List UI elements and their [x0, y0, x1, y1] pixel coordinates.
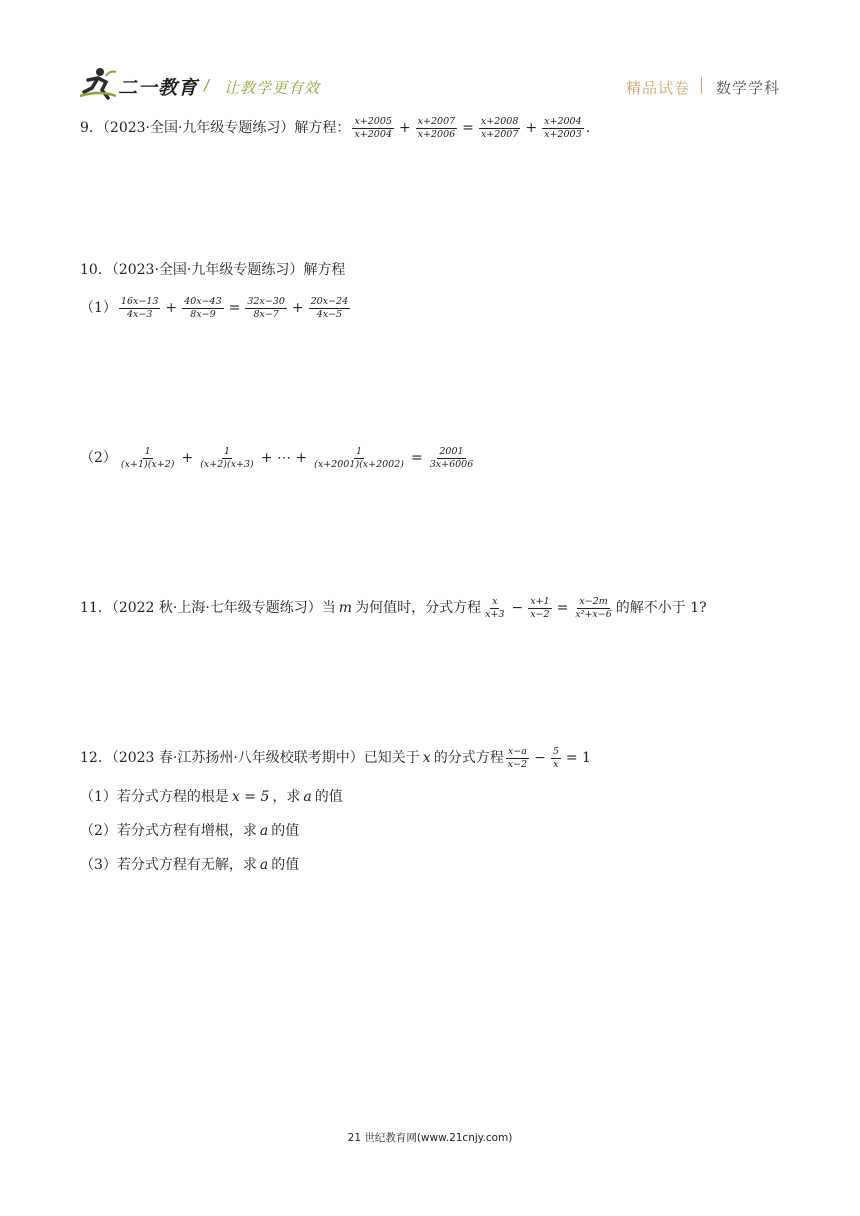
q11-frac-3-den: x²+x−6	[575, 609, 612, 620]
q10-p2-fraction-1	[119, 446, 177, 470]
question-11	[80, 596, 707, 620]
q10-p1-fraction-1	[119, 296, 161, 320]
q9-fraction-1	[352, 116, 394, 140]
q9-op-2: +	[525, 120, 538, 136]
q11-fraction-2	[528, 596, 551, 620]
q12-s1-expr: x = 5	[231, 789, 270, 805]
q10-p1-frac-3-den: 8x−7	[253, 309, 279, 320]
page-footer: 21 世纪教育网(www.21cnjy.com)	[347, 1132, 513, 1144]
q11-prefix: 11．（2022 秋·上海·七年级专题练习）当	[80, 600, 336, 616]
q9-frac-3-den: x+2007	[480, 129, 519, 140]
q9-frac-4-num: x+2004	[544, 116, 582, 127]
q12-variable: x	[422, 750, 431, 766]
question-9	[80, 116, 590, 140]
q10-p2-fraction-2	[198, 446, 256, 470]
page-header	[0, 0, 860, 110]
q9-prefix: 9．（2023·全国·九年级专题练习）解方程：	[80, 120, 351, 136]
q10-p1-frac-1-num: 16x−13	[120, 296, 159, 307]
q9-end: .	[585, 120, 591, 136]
q10-p1-frac-2-den: 8x−9	[190, 309, 216, 320]
q12-s1-variable: a	[303, 789, 312, 805]
q12-s3-variable: a	[259, 857, 269, 873]
q11-frac-2-den: x−2	[530, 609, 550, 620]
tag-premium-paper: 精品试卷	[626, 79, 691, 97]
q9-frac-2-num: x+2007	[417, 116, 456, 127]
q12-s3-text-a: （3）若分式方程有无解，求	[80, 857, 257, 873]
q10-p1-fraction-2	[182, 296, 224, 320]
q11-fraction-3	[573, 596, 614, 620]
q12-s3-text-c: 的值	[271, 857, 300, 873]
q10-p1-op-2: +	[291, 300, 304, 316]
q12-frac-1-den: x−2	[507, 759, 528, 770]
tag-subject: 数学学科	[716, 79, 781, 97]
q10-p1-fraction-3	[245, 296, 287, 320]
slogan: 让教学更有效	[224, 79, 321, 97]
q9-fraction-4	[542, 116, 584, 140]
q10-p1-fraction-4	[309, 296, 351, 320]
q12-frac-2-den: x	[553, 759, 559, 770]
q11-fraction-1	[483, 596, 506, 620]
q9-equals: =	[462, 120, 474, 136]
q10-p1-frac-1-den: 4x−3	[126, 309, 153, 320]
q10-p1-frac-2-num: 40x−43	[184, 296, 222, 307]
q11-equals: =	[556, 600, 569, 616]
q12-frac-1-num: x−a	[507, 746, 527, 757]
q9-fraction-2	[416, 116, 458, 140]
question-12-sub-2	[80, 820, 299, 842]
q10-p2-fraction-4	[428, 446, 476, 470]
q9-frac-4-den: x+2003	[544, 129, 582, 140]
q10-p1-label: （1）	[80, 300, 117, 316]
q9-frac-1-num: x+2005	[354, 116, 392, 127]
q12-prefix: 12．（2023 春·江苏扬州·八年级校联考期中）已知关于	[80, 750, 420, 766]
q10-p2-frac-2-num: 1	[223, 446, 231, 457]
question-10-part-1	[80, 296, 352, 320]
q10-p2-frac-1-den: (x+1)(x+2)	[120, 459, 175, 470]
q10-p2-frac-2-den: (x+2)(x+3)	[200, 459, 254, 470]
q12-s1-text-b: ，求	[272, 789, 301, 805]
question-12-sub-3	[80, 854, 299, 876]
q10-p2-op-1: +	[181, 450, 194, 466]
q10-p2-frac-3-den: (x+2001)(x+2002)	[314, 459, 404, 470]
q11-frac-1-num: x	[492, 596, 498, 607]
question-10-title: 10．（2023·全国·九年级专题练习）解方程	[80, 262, 346, 278]
q12-mid: 的分式方程	[433, 750, 504, 766]
q10-p2-frac-1-num: 1	[144, 446, 151, 457]
q10-p1-frac-4-den: 4x−5	[316, 309, 343, 320]
q11-suffix: 的解不小于 1?	[615, 600, 707, 616]
q10-p2-label: （2）	[80, 450, 117, 466]
q10-p1-op-1: +	[165, 300, 178, 316]
header-divider	[701, 77, 702, 94]
brand-name: 二一教育	[118, 77, 199, 99]
question-12-sub-1	[80, 786, 343, 808]
q12-op: −	[534, 750, 546, 766]
q12-s1-text-a: （1）若分式方程的根是	[80, 789, 229, 805]
q10-p2-fraction-3	[312, 446, 406, 470]
q11-frac-2-num: x+1	[530, 596, 550, 607]
q12-rhs: = 1	[565, 750, 591, 766]
q10-p2-op-ellipsis: + ⋯ +	[260, 450, 308, 466]
q10-p2-equals: =	[410, 450, 423, 466]
q12-fraction-1	[506, 746, 529, 770]
q10-p1-equals: =	[228, 300, 241, 316]
q9-fraction-3	[479, 116, 521, 140]
q12-s2-variable: a	[259, 823, 269, 839]
q11-variable: m	[338, 600, 353, 616]
q9-frac-3-num: x+2008	[480, 116, 519, 127]
q12-s2-text-a: （2）若分式方程有增根，求	[80, 823, 257, 839]
q12-frac-2-num: 5	[552, 746, 559, 757]
q11-frac-3-num: x−2m	[579, 596, 608, 607]
q10-p2-frac-4-num: 2001	[439, 446, 464, 457]
q10-p1-frac-3-num: 32x−30	[247, 296, 285, 307]
q9-frac-1-den: x+2004	[354, 129, 392, 140]
question-12	[80, 746, 594, 770]
q11-mid: 为何值时，分式方程	[355, 600, 482, 616]
question-10-part-2	[80, 446, 477, 470]
q11-op: −	[511, 600, 524, 616]
q9-frac-2-den: x+2006	[417, 129, 456, 140]
q9-op-1: +	[398, 120, 411, 136]
q12-s1-text-c: 的值	[314, 789, 343, 805]
q12-s2-text-c: 的值	[271, 823, 300, 839]
q12-fraction-2	[551, 746, 561, 770]
q10-p2-frac-4-den: 3x+6006	[429, 459, 474, 470]
q10-p2-frac-3-num: 1	[356, 446, 363, 457]
header-slash: /	[204, 76, 210, 94]
q10-p1-frac-4-num: 20x−24	[310, 296, 349, 307]
q11-frac-1-den: x+3	[485, 609, 505, 620]
